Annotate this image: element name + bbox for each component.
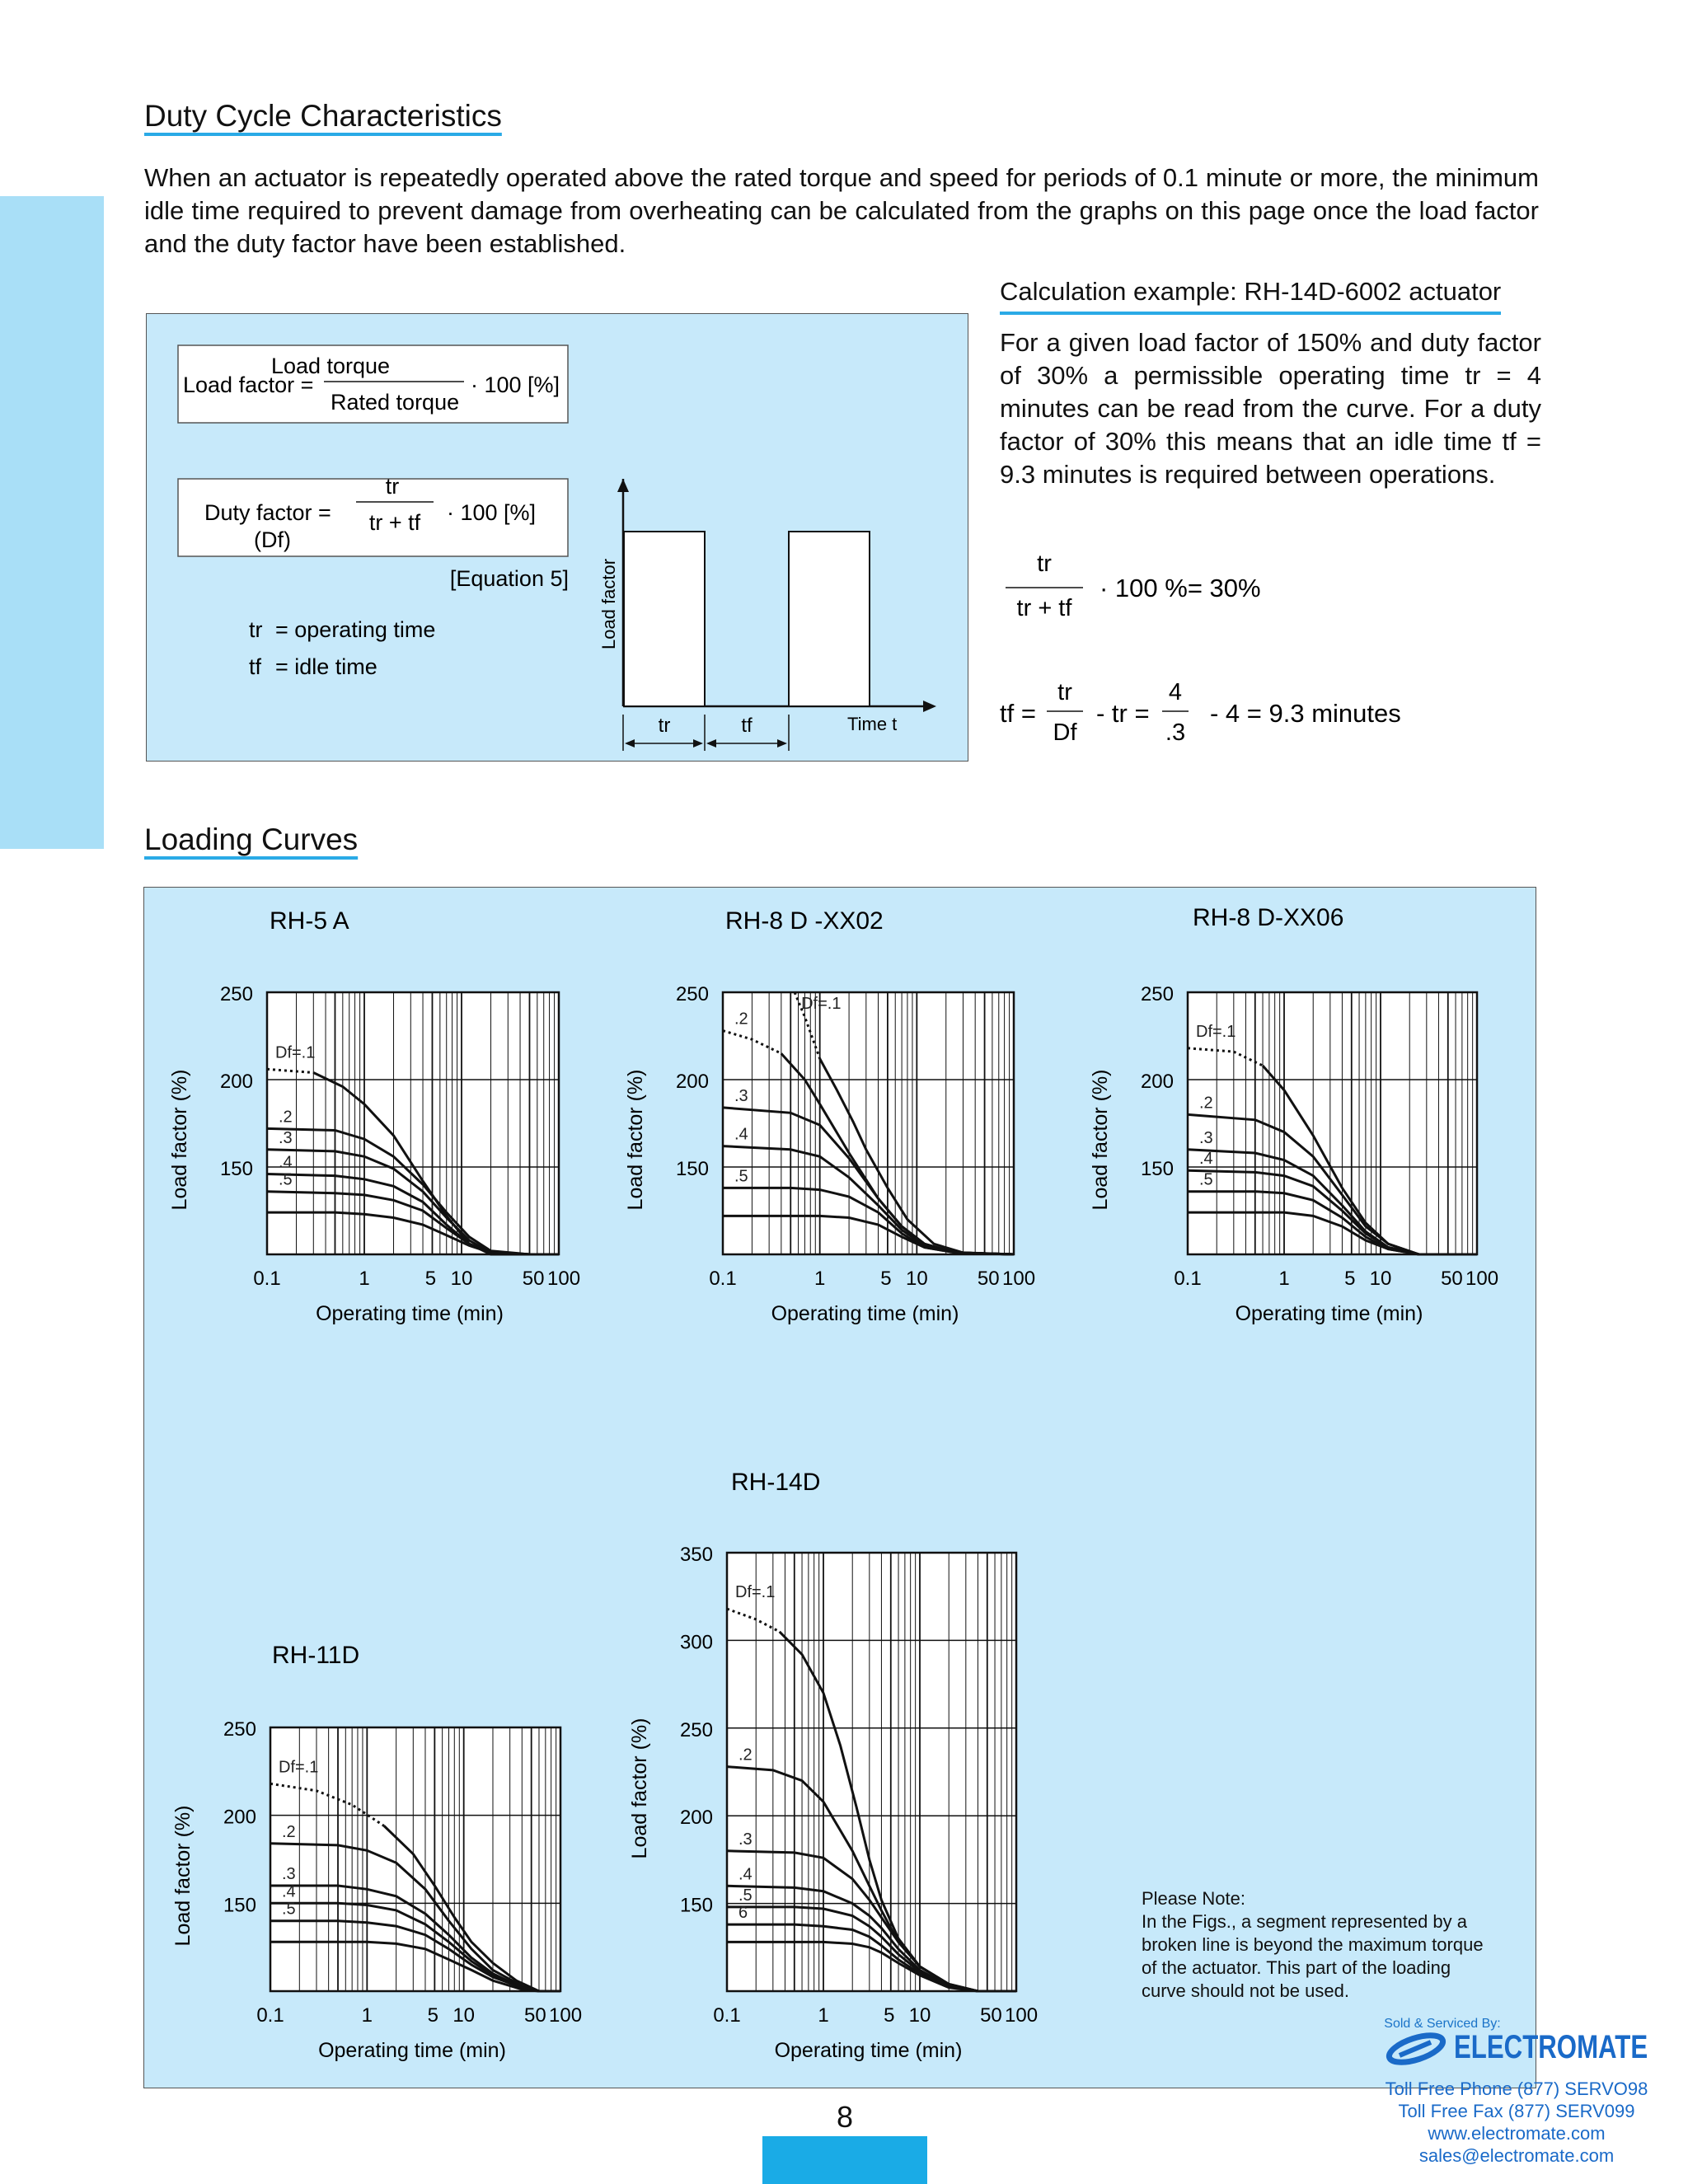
chart-title-3: RH-11D <box>272 1642 360 1669</box>
series-label-3-2: .3 <box>282 1865 296 1883</box>
x-tick-label-3: 10 <box>452 2004 476 2027</box>
df-multiplier: · 100 [%] <box>447 500 537 525</box>
y-tick-label-1: 250 <box>675 983 709 1005</box>
note-text: In the Figs., a segment represented by a broken line is beyond the maximum torque of the actuator. This part of the loading curve should not be used. <box>1142 1911 1484 2001</box>
x-tick-label-1: 5 <box>880 1268 892 1290</box>
x-tick-label-2: 5 <box>1344 1268 1356 1290</box>
x-tick-label-2: 10 <box>1369 1268 1392 1290</box>
y-tick-label-2: 250 <box>1140 983 1174 1005</box>
def-tf-text: = idle time <box>275 654 377 679</box>
y-tick-label-4: 300 <box>679 1631 713 1654</box>
series-label-4-3: .4 <box>738 1865 753 1884</box>
f2-mid: - tr = <box>1096 699 1150 728</box>
series-label-1-3: .4 <box>734 1125 748 1144</box>
y-tick-label-2: 200 <box>1140 1071 1174 1093</box>
y-axis-label-3: Load factor (%) <box>171 1805 195 1947</box>
def-tf-symbol: tf <box>249 654 262 679</box>
series-label-3-1: .2 <box>282 1822 296 1841</box>
series-label-1-4: .5 <box>734 1167 748 1186</box>
x-tick-label-3: 5 <box>427 2004 439 2027</box>
f2-denominator-2: .3 <box>1165 719 1186 746</box>
calc-example-heading: Calculation example: RH-14D-6002 actuator <box>1000 277 1501 315</box>
plot-area-0 <box>267 992 559 1254</box>
x-axis-label-2: Operating time (min) <box>1235 1302 1423 1325</box>
x-tick-label-1: 0.1 <box>709 1268 737 1290</box>
series-label-3-3: .4 <box>282 1882 296 1901</box>
chart-title-2: RH-8 D-XX06 <box>1193 904 1344 931</box>
series-label-4-4: .5 <box>738 1886 753 1905</box>
y-tick-label-2: 150 <box>1140 1158 1174 1180</box>
series-label-2-4: .5 <box>1199 1170 1213 1189</box>
brand-name: ELECTROMATE <box>1454 2029 1648 2065</box>
y-tick-label-4: 200 <box>679 1807 713 1830</box>
duty-cycle-heading: Duty Cycle Characteristics <box>144 99 502 133</box>
x-tick-label-0: 100 <box>547 1268 581 1290</box>
f1-numerator: tr <box>1037 551 1052 577</box>
series-label-2-0: Df=.1 <box>1196 1022 1236 1041</box>
intro-paragraph: When an actuator is repeatedly operated above the rated torque and speed for periods of 0.1 minute or more, the minimum idle time required to prevent damage from overheating can be calculated from the graphs on this page once the load factor and the duty factor have been established. <box>144 163 1539 258</box>
y-axis-label-4: Load factor (%) <box>628 1718 651 1859</box>
x-axis-label-0: Operating time (min) <box>316 1302 504 1325</box>
series-label-1-1: .2 <box>734 1010 748 1029</box>
x-tick-label-1: 50 <box>977 1268 1000 1290</box>
page-number: 8 <box>836 2100 854 2134</box>
electromate-swoosh-icon <box>1383 2031 1452 2069</box>
lf-multiplier: · 100 [%] <box>471 373 560 397</box>
x-tick-label-2: 50 <box>1441 1268 1463 1290</box>
series-label-2-1: .2 <box>1199 1094 1213 1113</box>
y-tick-label-4: 250 <box>679 1718 713 1741</box>
x-tick-label-0: 10 <box>450 1268 473 1290</box>
series-label-0-4: .5 <box>279 1170 293 1189</box>
f1-rest: · 100 %= 30% <box>1100 574 1261 602</box>
chart-title-4: RH-14D <box>731 1469 821 1496</box>
y-tick-label-4: 150 <box>679 1894 713 1917</box>
contact-email[interactable]: sales@electromate.com <box>1418 2145 1615 2166</box>
x-tick-label-4: 50 <box>980 2004 1002 2027</box>
x-tick-label-3: 50 <box>523 2004 546 2027</box>
f2-denominator-1: Df <box>1053 719 1077 746</box>
diagram-tr-label: tr <box>658 715 671 737</box>
note-block <box>1142 1887 1496 2003</box>
df-numerator: tr <box>385 474 400 499</box>
x-tick-label-4: 0.1 <box>713 2004 741 2027</box>
y-axis-label-1: Load factor (%) <box>624 1069 647 1211</box>
series-label-0-1: .2 <box>279 1108 293 1127</box>
y-tick-label-0: 200 <box>219 1071 253 1093</box>
chart-title-1: RH-8 D -XX02 <box>725 907 884 935</box>
y-tick-label-3: 150 <box>223 1894 256 1917</box>
note-title: Please Note: <box>1142 1888 1245 1909</box>
chart-title-0: RH-5 A <box>270 907 349 935</box>
series-label-2-2: .3 <box>1199 1128 1213 1147</box>
y-tick-label-3: 250 <box>223 1718 256 1741</box>
series-label-4-0: Df=.1 <box>735 1583 776 1602</box>
f2-numerator-1: tr <box>1057 679 1072 705</box>
series-label-1-2: .3 <box>734 1086 748 1105</box>
series-label-4-1: .2 <box>738 1746 753 1765</box>
lf-numerator: Load torque <box>270 354 391 378</box>
loading-curves-heading: Loading Curves <box>144 823 359 856</box>
series-label-0-0: Df=.1 <box>275 1043 316 1062</box>
series-label-3-0: Df=.1 <box>279 1758 319 1777</box>
def-tr-symbol: tr <box>249 617 263 642</box>
x-tick-label-2: 100 <box>1465 1268 1499 1290</box>
lf-denominator: Rated torque <box>331 390 460 415</box>
x-tick-label-3: 0.1 <box>256 2004 284 2027</box>
f2-rest: - 4 = 9.3 minutes <box>1210 699 1401 728</box>
x-axis-label-4: Operating time (min) <box>774 2039 963 2062</box>
contact-phone[interactable]: Toll Free Phone (877) SERVO98 <box>1385 2079 1648 2099</box>
x-axis-label-3: Operating time (min) <box>318 2039 506 2062</box>
series-label-1-0: Df=.1 <box>801 995 842 1013</box>
f2-numerator-2: 4 <box>1168 679 1183 705</box>
series-label-0-3: .4 <box>279 1153 293 1172</box>
df-denominator: tr + tf <box>368 510 421 535</box>
x-tick-label-0: 50 <box>522 1268 545 1290</box>
series-label-3-4: .5 <box>282 1900 296 1919</box>
x-tick-label-1: 1 <box>814 1268 826 1290</box>
calc-example-text: For a given load factor of 150% and duty factor of 30% a permissible operating time tr = 4 minutes can be read from the curve. For a duty factor of 30% this means that an idle time tf = 9.3 minutes is required between operations. <box>1000 328 1541 489</box>
equation-ref: [Equation 5] <box>449 566 569 591</box>
x-tick-label-3: 1 <box>361 2004 373 2027</box>
x-tick-label-1: 10 <box>905 1268 928 1290</box>
x-tick-label-4: 100 <box>1005 2004 1039 2027</box>
f2-lhs: tf = <box>1000 699 1036 728</box>
contact-block <box>1360 2078 1673 2167</box>
x-tick-label-1: 100 <box>1002 1268 1036 1290</box>
y-tick-label-3: 200 <box>223 1806 256 1829</box>
y-tick-label-1: 200 <box>675 1071 709 1093</box>
page-number-bar <box>762 2136 927 2184</box>
series-label-4-2: .3 <box>738 1830 753 1849</box>
y-tick-label-4: 350 <box>679 1544 713 1566</box>
y-tick-label-0: 150 <box>219 1158 253 1180</box>
sold-by-label: Sold & Serviced By: <box>1384 2017 1501 2031</box>
x-tick-label-0: 5 <box>424 1268 437 1290</box>
diagram-y-label: Load factor <box>598 558 619 650</box>
y-tick-label-1: 150 <box>675 1158 709 1180</box>
x-tick-label-2: 0.1 <box>1174 1268 1202 1290</box>
lf-label: Load factor = <box>183 373 314 397</box>
df-sub: (Df) <box>254 527 291 552</box>
x-tick-label-0: 0.1 <box>253 1268 281 1290</box>
def-tr-text: = operating time <box>275 617 436 642</box>
f1-denominator: tr + tf <box>1016 595 1072 621</box>
contact-fax: Toll Free Fax (877) SERV099 <box>1398 2101 1635 2121</box>
contact-web[interactable]: www.electromate.com <box>1428 2123 1606 2144</box>
series-label-4-5: 6 <box>738 1904 748 1923</box>
df-label: Duty factor = <box>204 500 331 525</box>
diagram-x-label: Time t <box>847 714 898 734</box>
brand-logo <box>1378 2029 1683 2070</box>
series-label-0-2: .3 <box>279 1128 293 1147</box>
y-axis-label-0: Load factor (%) <box>168 1069 191 1211</box>
x-tick-label-4: 5 <box>884 2004 895 2027</box>
x-tick-label-4: 10 <box>908 2004 931 2027</box>
series-label-2-3: .4 <box>1199 1150 1213 1169</box>
x-tick-label-4: 1 <box>818 2004 829 2027</box>
x-tick-label-2: 1 <box>1278 1268 1290 1290</box>
x-tick-label-0: 1 <box>359 1268 370 1290</box>
y-axis-label-2: Load factor (%) <box>1089 1069 1112 1211</box>
x-axis-label-1: Operating time (min) <box>771 1302 959 1325</box>
y-tick-label-0: 250 <box>219 983 253 1005</box>
x-tick-label-3: 100 <box>549 2004 583 2027</box>
diagram-tf-label: tf <box>741 715 753 737</box>
